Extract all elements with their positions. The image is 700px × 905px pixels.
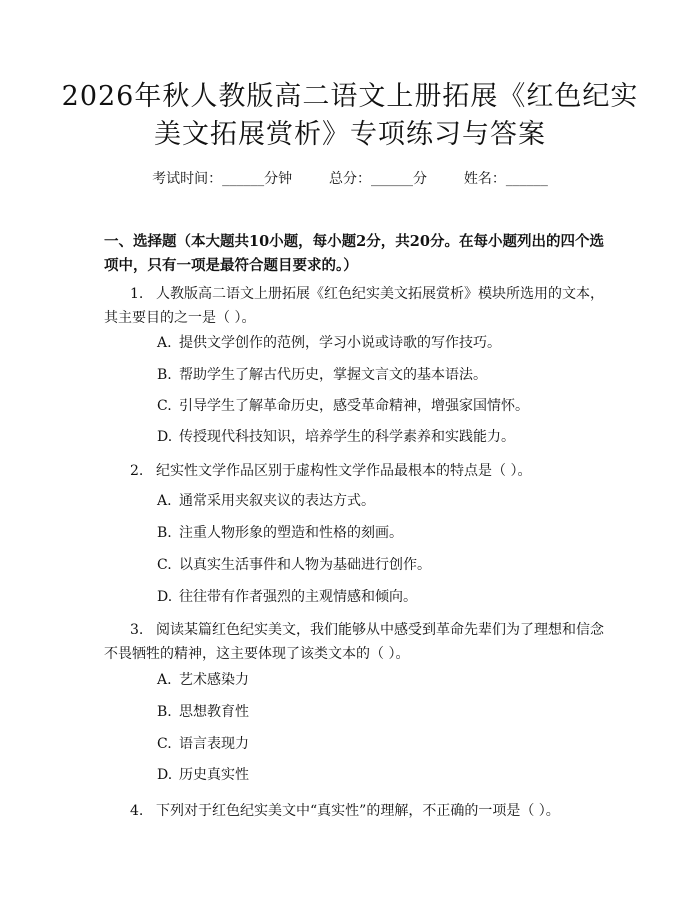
option-text: 往往带有作者强烈的主观情感和倾向。	[179, 589, 417, 605]
option-text: 注重人物形象的塑造和性格的刻画。	[179, 525, 403, 541]
option-letter: D.	[157, 767, 173, 783]
total-score-unit: 分	[413, 171, 427, 187]
exam-time-unit: 分钟	[264, 171, 293, 187]
option-letter: B.	[157, 704, 172, 720]
option-1a	[157, 333, 597, 353]
page-title: 2026年秋人教版高二语文上册拓展《红色纪实美文拓展赏析》专项练习与答案	[61, 81, 639, 150]
option-1b	[157, 365, 597, 385]
question-text: 人教版高二语文上册拓展《红色纪实美文拓展赏析》模块所选用的文本，其主要目的之一是（ ）。	[104, 286, 604, 326]
option-3a	[157, 670, 597, 690]
option-text: 艺术感染力	[179, 672, 249, 688]
option-text: 通常采用夹叙夹议的表达方式。	[179, 493, 375, 509]
option-2c	[157, 555, 597, 575]
option-text: 引导学生了解革命历史，感受革命精神，增强家国情怀。	[179, 398, 529, 414]
question-number: 4.	[130, 803, 144, 819]
question-number: 3.	[130, 622, 144, 638]
option-letter: D.	[157, 429, 173, 445]
option-2b	[157, 523, 597, 543]
option-letter: C.	[157, 736, 172, 752]
option-text: 帮助学生了解古代历史，掌握文言文的基本语法。	[179, 367, 487, 383]
option-3b	[157, 702, 597, 722]
exam-info-line	[0, 170, 700, 188]
question-3	[104, 618, 604, 666]
student-name-label: 姓名：	[463, 171, 506, 187]
option-text: 传授现代科技知识，培养学生的科学素养和实践能力。	[179, 429, 515, 445]
option-text: 思想教育性	[179, 704, 249, 720]
option-text: 语言表现力	[179, 736, 249, 752]
option-letter: A.	[157, 672, 172, 688]
total-score-blank: ______	[371, 171, 413, 187]
option-letter: D.	[157, 589, 173, 605]
question-number: 1.	[130, 286, 144, 302]
option-3c	[157, 734, 597, 754]
option-text: 以真实生活事件和人物为基础进行创作。	[179, 557, 431, 573]
option-2a	[157, 491, 597, 511]
option-letter: C.	[157, 398, 172, 414]
option-3d	[157, 765, 597, 785]
question-text: 纪实性文学作品区别于虚构性文学作品最根本的特点是（ ）。	[156, 463, 532, 479]
question-number: 2.	[130, 463, 144, 479]
question-2	[104, 459, 604, 483]
option-letter: C.	[157, 557, 172, 573]
question-4	[104, 799, 604, 823]
exam-time-blank: ______	[222, 171, 265, 187]
question-text: 下列对于红色纪实美文中“真实性”的理解，不正确的一项是（ ）。	[156, 803, 560, 819]
student-name-blank: ______	[505, 171, 548, 187]
option-1c	[157, 396, 597, 416]
option-letter: A.	[157, 493, 172, 509]
question-text: 阅读某篇红色纪实美文，我们能够从中感受到革命先辈们为了理想和信念不畏牺牲的精神，这主要体现了该类文本的（ ）。	[104, 622, 604, 662]
exam-time-label: 考试时间：	[152, 171, 223, 187]
option-text: 历史真实性	[179, 767, 249, 783]
section-heading: 一、选择题（本大题共10小题，每小题2分，共20分。在每小题列出的四个选项中，只有一项是最符合题目要求的。）	[104, 233, 604, 274]
option-letter: A.	[157, 335, 172, 351]
option-letter: B.	[157, 525, 172, 541]
question-1	[104, 282, 604, 330]
option-1d	[157, 427, 597, 447]
option-letter: B.	[157, 367, 172, 383]
total-score-label: 总分：	[329, 171, 371, 187]
option-2d	[157, 587, 597, 607]
option-text: 提供文学创作的范例，学习小说或诗歌的写作技巧。	[179, 335, 501, 351]
